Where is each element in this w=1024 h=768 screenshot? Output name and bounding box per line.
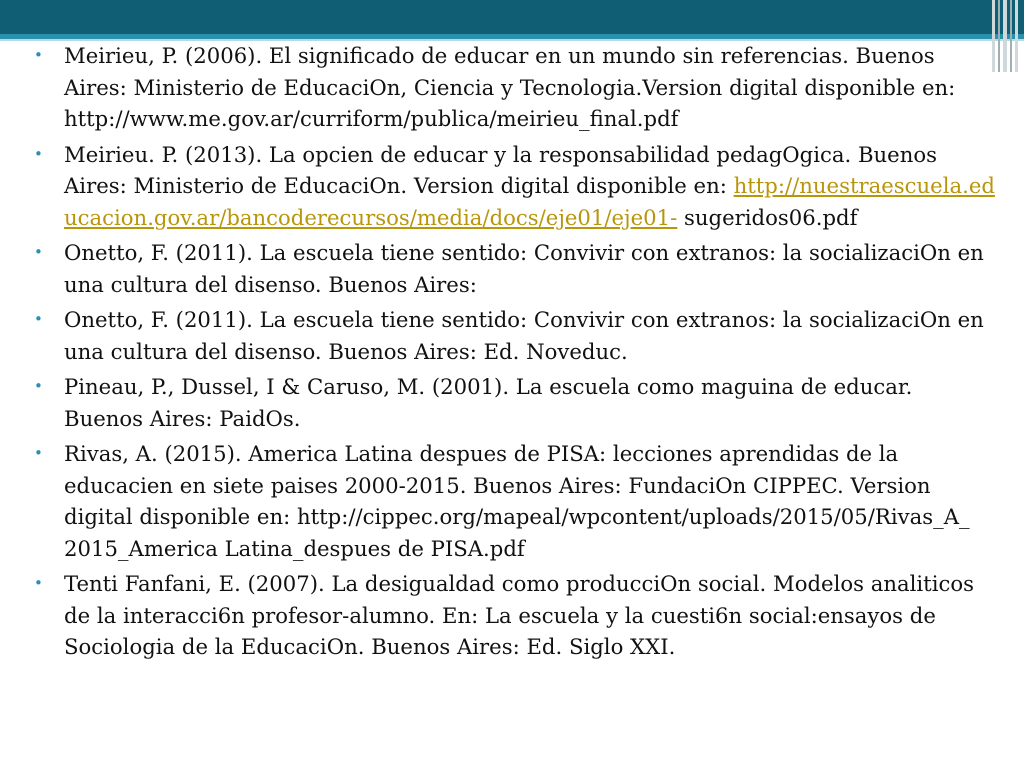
reference-list: [34, 40, 996, 663]
bullet-dot-icon: •: [34, 310, 43, 328]
reference-item: [34, 438, 996, 564]
bullet-dot-icon: •: [34, 46, 43, 64]
reference-item: [34, 304, 996, 367]
bullet-dot-icon: •: [34, 144, 43, 163]
reference-text: Meirieu. P. (2013). La opcien de educar y la responsabilidad pedagOgica. Buenos Aires: Ministerio de EducaciOn. Version digital disponible en:: [64, 141, 937, 198]
corner-stripe: [998, 0, 1000, 72]
reference-text: Meirieu, P. (2006). El significado de educar en un mundo sin referencias. Buenos Aires: Ministerio de EducaciOn, Ciencia y Tecnologia.Version digital disponible en: http://www.me.gov.ar/curriform/publica/meirieu_final.pdf: [64, 43, 956, 131]
reference-link[interactable]: http://nuestraescuela.educacion.gov.ar/bancoderecursos/media/docs/eje01/eje01-: [64, 173, 995, 230]
bullet-dot-icon: •: [34, 243, 43, 261]
bullet-dot-icon: •: [34, 574, 43, 592]
bullet-dot-icon: •: [34, 444, 43, 462]
corner-stripe: [1003, 0, 1007, 72]
reference-text: Onetto, F. (2011). La escuela tiene sentido: Convivir con extranos: la socializaciOn en una cultura del disenso. Buenos Aires:: [64, 240, 984, 297]
corner-stripe: [1010, 0, 1012, 72]
reference-text: Onetto, F. (2011). La escuela tiene sentido: Convivir con extranos: la socializaciOn en una cultura del disenso. Buenos Aires: Ed. Noveduc.: [64, 307, 984, 364]
bullet-dot-icon: •: [34, 377, 43, 395]
reference-item: [34, 139, 996, 234]
references-content: [34, 40, 996, 667]
corner-stripe: [1015, 0, 1018, 72]
reference-item: [34, 371, 996, 434]
reference-text: Rivas, A. (2015). America Latina despues de PISA: lecciones aprendidas de la educacien en siete paises 2000-2015. Buenos Aires: FundaciOn CIPPEC. Version digital disponible en: http://cippec.org/mapeal/wpcontent/uploads/2015/05/Rivas_A_ 2015_America Latina_despues de PISA.pdf: [64, 441, 970, 561]
reference-text: sugeridos06.pdf: [677, 204, 858, 230]
reference-item: [34, 237, 996, 300]
reference-text: Tenti Fanfani, E. (2007). La desigualdad como producciOn social. Modelos analiticos de la interacci6n profesor-alumno. En: La escuela y la cuesti6n social:ensayos de Sociologia de la EducaciOn. Buenos Aires: Ed. Siglo XXI.: [64, 571, 974, 659]
reference-item: [34, 568, 996, 663]
header-bar: [0, 0, 1024, 34]
reference-item: [34, 40, 996, 135]
reference-text: Pineau, P., Dussel, I & Caruso, M. (2001). La escuela como maguina de educar. Buenos Aires: PaidOs.: [64, 374, 913, 431]
